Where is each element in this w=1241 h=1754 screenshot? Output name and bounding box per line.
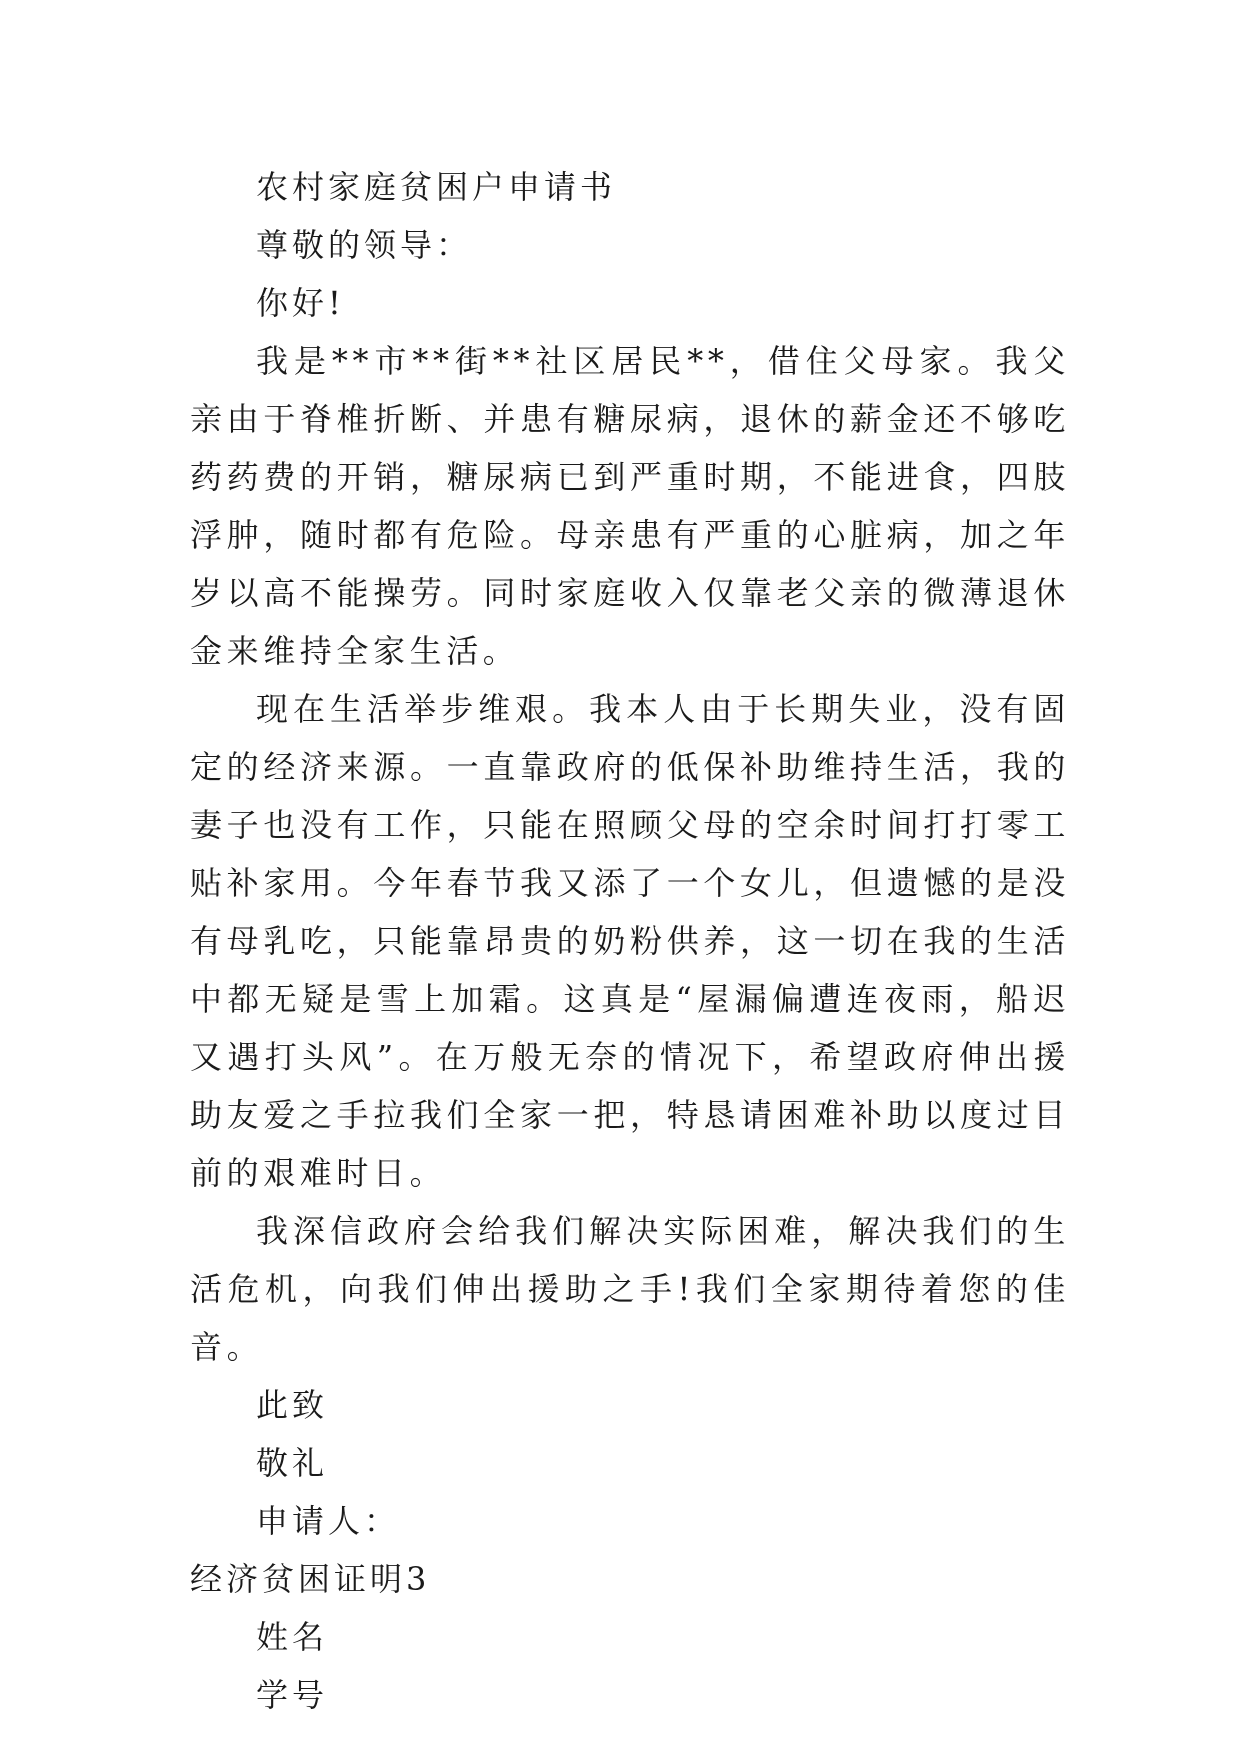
body-paragraph-3: 我深信政府会给我们解决实际困难，解决我们的生活危机，向我们伸出援助之手!我们全家期待着您的佳音。 xyxy=(190,1212,1070,1366)
section-heading: 经济贫困证明3 xyxy=(190,1560,431,1598)
salutation: 尊敬的领导： xyxy=(256,226,473,264)
document-page xyxy=(190,158,1070,1724)
closing-line-2: 敬礼 xyxy=(256,1444,329,1482)
applicant-label: 申请人： xyxy=(256,1502,401,1540)
field-name-label: 姓名 xyxy=(256,1618,329,1656)
field-student-id-label: 学号 xyxy=(256,1676,329,1714)
body-paragraph-2: 现在生活举步维艰。我本人由于长期失业，没有固定的经济来源。一直靠政府的低保补助维持生活，我的妻子也没有工作，只能在照顾父母的空余时间打打零工贴补家用。今年春节我又添了一个女儿，但遗憾的是没有母乳吃，只能靠昂贵的奶粉供养，这一切在我的生活中都无疑是雪上加霜。这真是“屋漏偏遭连夜雨，船迟又遇打头风”。在万般无奈的情况下，希望政府伸出援助友爱之手拉我们全家一把，特恳请困难补助以度过目前的艰难时日。 xyxy=(190,690,1070,1192)
body-paragraph-1: 我是**市**街**社区居民**，借住父母家。我父亲由于脊椎折断、并患有糖尿病，退休的薪金还不够吃药药费的开销，糖尿病已到严重时期，不能进食，四肢浮肿，随时都有危险。母亲患有严重的心脏病，加之年岁以高不能操劳。同时家庭收入仅靠老父亲的微薄退休金来维持全家生活。 xyxy=(190,342,1070,670)
greeting: 你好! xyxy=(256,284,345,322)
document-title: 农村家庭贫困户申请书 xyxy=(256,168,617,206)
closing-line-1: 此致 xyxy=(256,1386,329,1424)
